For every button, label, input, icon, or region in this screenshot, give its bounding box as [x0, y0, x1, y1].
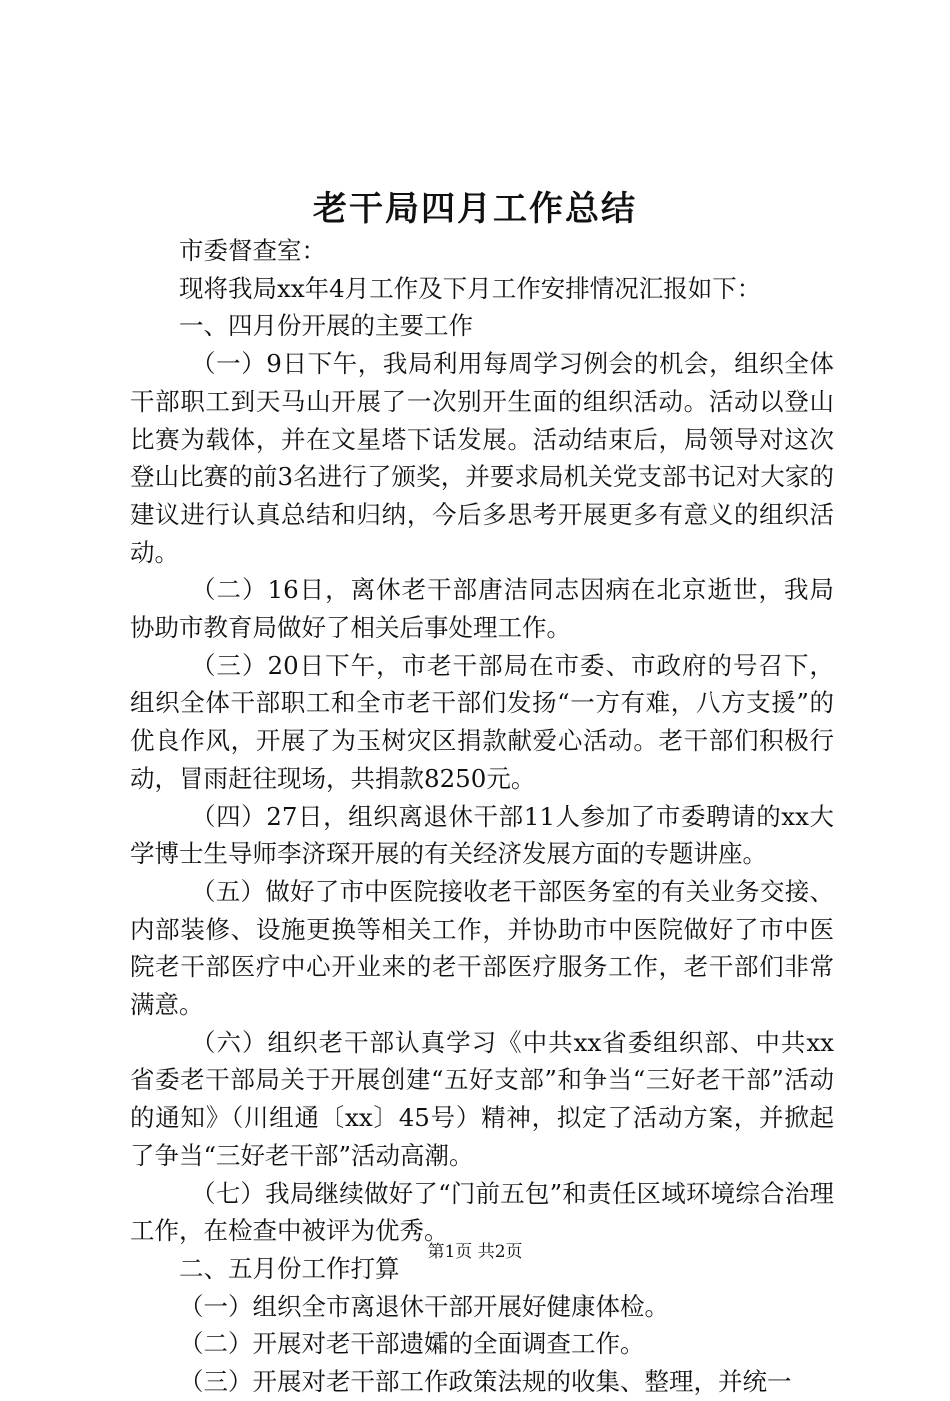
- paragraph-item-6: （六）组织老干部认真学习《中共xx省委组织部、中共xx省委老干部局关于开展创建“五好支部”和争当“三好老干部”活动的通知》（川组通〔xx〕45号）精神，拟定了活动方案，并掀起了争当“三好老干部”活动高潮。: [130, 1027, 834, 1170]
- page-number: 第1页 共2页: [427, 1242, 523, 1262]
- intro-paragraph: 现将我局xx年4月工作及下月工作安排情况汇报如下：: [179, 273, 762, 303]
- paragraph-item-2: （二）16日，离休老干部唐洁同志因病在北京逝世，我局协助市教育局做好了相关后事处理工作。: [130, 575, 834, 643]
- document-title: 老干局四月工作总结: [313, 189, 637, 229]
- paragraph-item-3: （三）20日下午，市老干部局在市委、市政府的号召下，组织全体干部职工和全市老干部们发扬“一方有难，八方支援”的优良作风，开展了为玉树灾区捐款献爱心活动。老干部们积极行动，冒雨赶往现场，共捐款8250元。: [130, 650, 834, 793]
- plan-item-3: （三）开展对老干部工作政策法规的收集、整理，并统一: [179, 1367, 792, 1397]
- paragraph-item-4: （四）27日，组织离退休干部11人参加了市委聘请的xx大学博士生导师李济琛开展的有关经济发展方面的专题讲座。: [130, 801, 834, 869]
- section-heading-april: 一、四月份开展的主要工作: [179, 311, 473, 341]
- paragraph-item-5: （五）做好了市中医院接收老干部医务室的有关业务交接、内部装修、设施更换等相关工作，并协助市中医院做好了市中医院老干部医疗中心开业来的老干部医疗服务工作，老干部们非常满意。: [130, 876, 834, 1020]
- paragraph-item-1: （一）9日下午，我局利用每周学习例会的机会，组织全体干部职工到天马山开展了一次别开生面的组织活动。活动以登山比赛为载体，并在文星塔下话发展。活动结束后，局领导对这次登山比赛的前3名进行了颁奖，并要求局机关党支部书记对大家的建议进行认真总结和归纳，今后多思考开展更多有意义的组织活动。: [130, 349, 834, 567]
- plan-item-2: （二）开展对老干部遗孀的全面调查工作。: [179, 1329, 645, 1359]
- paragraph-item-7: （七）我局继续做好了“门前五包”和责任区域环境综合治理工作，在检查中被评为优秀。: [130, 1178, 834, 1246]
- document-body: [130, 232, 834, 1401]
- addressee: 市委督查室：: [179, 236, 326, 265]
- section-heading-may: 二、五月份工作打算: [179, 1253, 400, 1283]
- plan-item-1: （一）组织全市离退休干部开展好健康体检。: [179, 1291, 669, 1321]
